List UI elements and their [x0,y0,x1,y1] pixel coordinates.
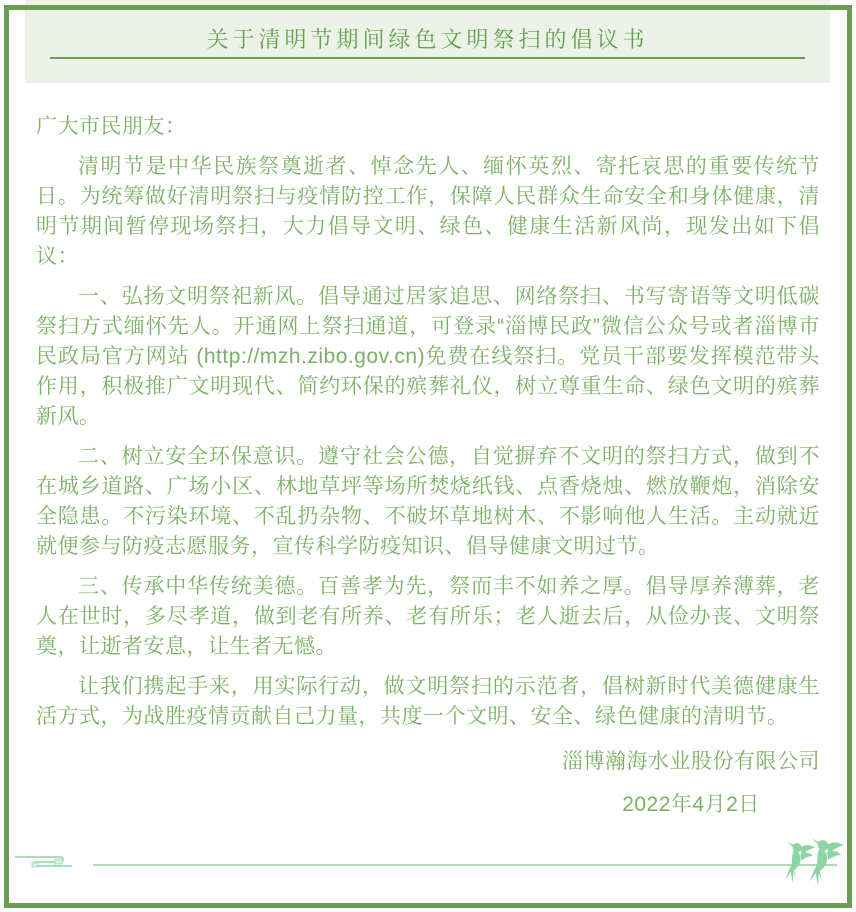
paragraph-intro: 清明节是中华民族祭奠逝者、悼念先人、缅怀英烈、寄托哀思的重要传统节日。为统筹做好清明祭扫与疫情防控工作，保障人民群众生命安全和身体健康，清明节期间暂停现场祭扫，大力倡导文明、绿色、健康生活新风尚，现发出如下倡议： [36,155,820,268]
cloud-scroll-icon [14,853,94,869]
document-title: 关于清明节期间绿色文明祭扫的倡议书 [206,27,649,52]
document-body [36,112,820,742]
swallows-icon [781,839,845,887]
salutation: 广大市民朋友： [36,115,187,138]
paragraph-item-2: 二、树立安全环保意识。遵守社会公德，自觉摒弃不文明的祭扫方式，做到不在城乡道路、广场小区、林地草坪等场所焚烧纸钱、点香烧烛、燃放鞭炮，消除安全隐患。不污染环境、不乱扔杂物、不破坏草地树木、不影响他人生活。主动就近就便参与防疫志愿服务，宣传科学防疫知识、倡导健康文明过节。 [36,445,820,558]
paragraph-item-3: 三、传承中华传统美德。百善孝为先，祭而丰不如养之厚。倡导厚养薄葬，老人在世时，多尽孝道，做到老有所养、老有所乐；老人逝去后，从俭办丧、文明祭奠，让逝者安息，让生者无憾。 [36,575,820,658]
signature-company: 淄博瀚海水业股份有限公司 [562,750,820,773]
signature-date: 2022年4月2日 [622,793,760,816]
footer-rule [93,864,837,866]
paragraph-closing: 让我们携起手来，用实际行动，做文明祭扫的示范者，倡树新时代美德健康生活方式，为战胜疫情贡献自己力量，共度一个文明、安全、绿色健康的清明节。 [36,675,820,728]
signature-block [562,747,820,820]
paragraph-item-1: 一、弘扬文明祭祀新风。倡导通过居家追思、网络祭扫、书写寄语等文明低碳祭扫方式缅怀先人。开通网上祭扫通道，可登录“淄博民政”微信公众号或者淄博市民政局官方网站 (http://mzh.zibo.gov.cn)免费在线祭扫。党员干部要发挥模范带头作用，积极推广文明现代、简约环保的殡葬礼仪，树立尊重生命、绿色文明的殡葬新风。 [36,285,820,428]
signature-inner [562,747,820,820]
title-underline [50,57,805,59]
